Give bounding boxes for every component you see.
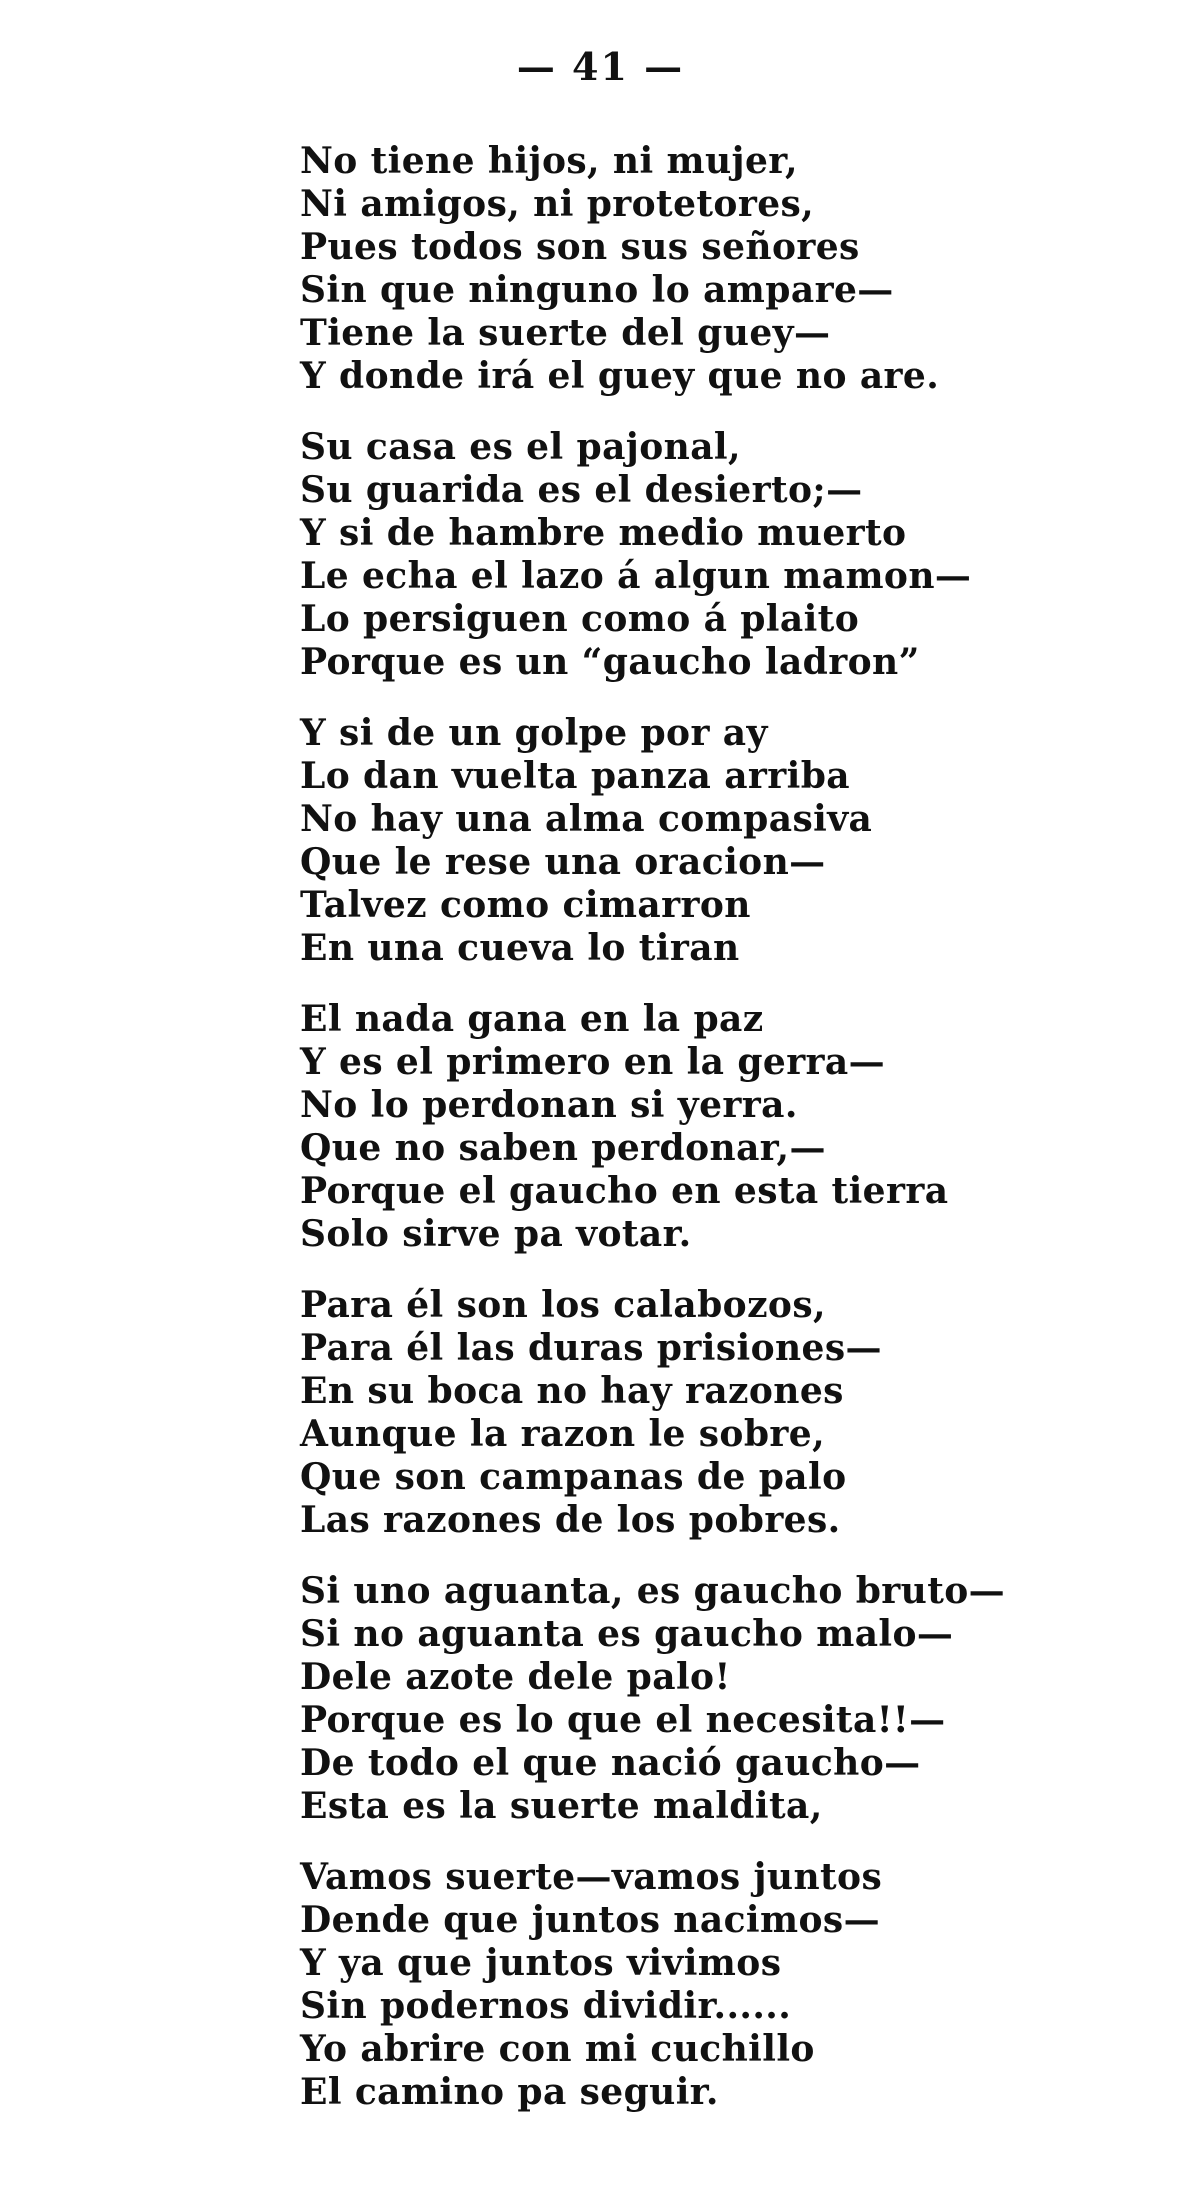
stanza-1 bbox=[300, 140, 1160, 398]
stanza-4 bbox=[300, 998, 1160, 1256]
verse-line: Esta es la suerte maldita, bbox=[300, 1785, 823, 1827]
verse-line: Pues todos son sus señores bbox=[300, 226, 860, 268]
verse-line: Aunque la razon le sobre, bbox=[300, 1413, 826, 1455]
stanza-3 bbox=[300, 712, 1160, 970]
verse-line: Yo abrire con mi cuchillo bbox=[300, 2028, 815, 2070]
verse-line: Sin que ninguno lo ampare— bbox=[300, 269, 894, 311]
stanza-5 bbox=[300, 1284, 1160, 1542]
verse-line: No tiene hijos, ni mujer, bbox=[300, 140, 798, 182]
page-number: — 41 — bbox=[516, 44, 685, 89]
verse-line: Y donde irá el guey que no are. bbox=[300, 355, 940, 397]
verse-line: Ni amigos, ni protetores, bbox=[300, 183, 815, 225]
verse-line: No hay una alma compasiva bbox=[300, 798, 873, 840]
verse-line: Porque es lo que el necesita!!— bbox=[300, 1699, 946, 1741]
verse-line: Tiene la suerte del guey— bbox=[300, 312, 831, 354]
verse-line: Dende que juntos nacimos— bbox=[300, 1899, 880, 1941]
verse-line: Talvez como cimarron bbox=[300, 884, 751, 926]
verse-line: Las razones de los pobres. bbox=[300, 1499, 841, 1541]
verse-line: Dele azote dele palo! bbox=[300, 1656, 731, 1698]
verse-line: Si uno aguanta, es gaucho bruto— bbox=[300, 1570, 1006, 1612]
verse-line: Que no saben perdonar,— bbox=[300, 1127, 826, 1169]
verse-line: Porque es un “gaucho ladron” bbox=[300, 641, 920, 683]
stanza-7 bbox=[300, 1856, 1160, 2114]
verse-line: Porque el gaucho en esta tierra bbox=[300, 1170, 949, 1212]
verse-line: Para él las duras prisiones— bbox=[300, 1327, 882, 1369]
verse-line: Sin podernos dividir...... bbox=[300, 1985, 792, 2027]
verse-line: Su casa es el pajonal, bbox=[300, 426, 741, 468]
verse-line: En una cueva lo tiran bbox=[300, 927, 740, 969]
verse-line: El nada gana en la paz bbox=[300, 998, 764, 1040]
verse-line: No lo perdonan si yerra. bbox=[300, 1084, 798, 1126]
verse-line: Que le rese una oracion— bbox=[300, 841, 826, 883]
verse-line: Y si de hambre medio muerto bbox=[300, 512, 907, 554]
verse-line: Y si de un golpe por ay bbox=[300, 712, 768, 754]
verse-line: Y ya que juntos vivimos bbox=[300, 1942, 782, 1984]
verse-line: El camino pa seguir. bbox=[300, 2071, 719, 2113]
verse-line: De todo el que nació gaucho— bbox=[300, 1742, 921, 1784]
stanza-2 bbox=[300, 426, 1160, 684]
verse-line: En su boca no hay razones bbox=[300, 1370, 844, 1412]
verse-line: Solo sirve pa votar. bbox=[300, 1213, 692, 1255]
stanza-6 bbox=[300, 1570, 1160, 1828]
verse-line: Vamos suerte—vamos juntos bbox=[300, 1856, 883, 1898]
verse-line: Le echa el lazo á algun mamon— bbox=[300, 555, 972, 597]
verse-line: Lo persiguen como á plaito bbox=[300, 598, 860, 640]
verse-line: Que son campanas de palo bbox=[300, 1456, 847, 1498]
verse-line: Su guarida es el desierto;— bbox=[300, 469, 863, 511]
verse-line: Y es el primero en la gerra— bbox=[300, 1041, 886, 1083]
poem bbox=[300, 140, 1160, 2142]
verse-line: Para él son los calabozos, bbox=[300, 1284, 826, 1326]
verse-line: Lo dan vuelta panza arriba bbox=[300, 755, 851, 797]
verse-line: Si no aguanta es gaucho malo— bbox=[300, 1613, 954, 1655]
